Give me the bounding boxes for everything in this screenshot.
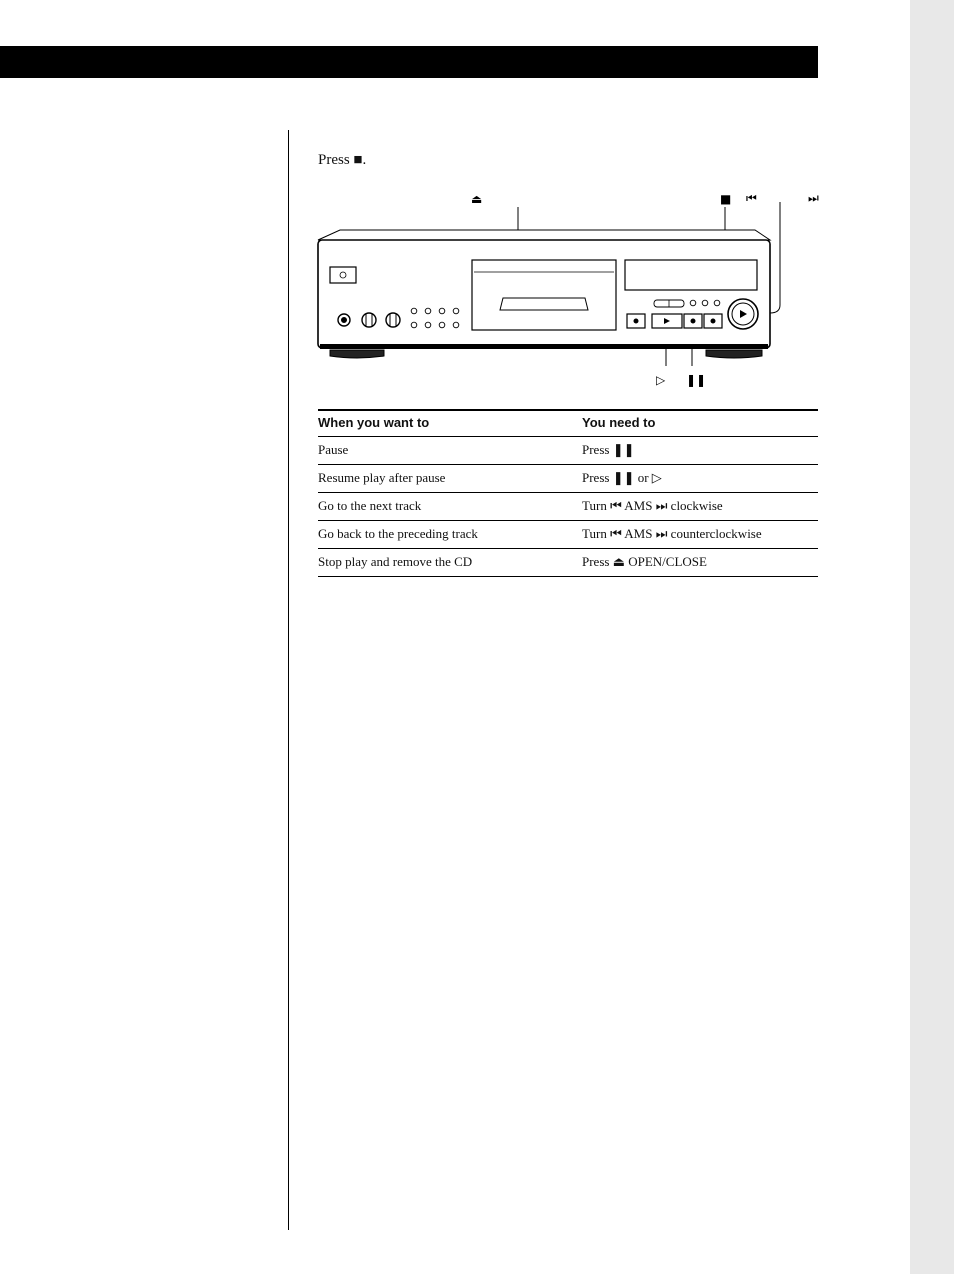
column-rule: [288, 130, 289, 1230]
table-cell-want: Go back to the preceding track: [318, 521, 582, 549]
table-cell-want: Stop play and remove the CD: [318, 549, 582, 577]
cd-player-drawing: [300, 180, 840, 395]
table-cell-need: Turn ⏮ AMS ⏭ clockwise: [582, 493, 818, 521]
table-header-row: [318, 410, 818, 437]
table-cell-want: Pause: [318, 437, 582, 465]
timer-knob: [386, 313, 400, 327]
stop-callout-icon: ■: [720, 192, 732, 206]
table-row: [318, 437, 818, 465]
table-cell-want: Go to the next track: [318, 493, 582, 521]
table-row: [318, 493, 818, 521]
column-header-want: When you want to: [318, 410, 582, 437]
cd-player-illustration: [300, 180, 840, 395]
table-row: [318, 521, 818, 549]
level-knob: [362, 313, 376, 327]
table-cell-want: Resume play after pause: [318, 465, 582, 493]
prev-track-callout-icon: ⏮: [746, 191, 757, 205]
operations-table: [318, 409, 818, 577]
table-cell-need: Press ⏏ OPEN/CLOSE: [582, 549, 818, 577]
table-row: [318, 549, 818, 577]
table-cell-need: Press ❚❚ or ▷: [582, 465, 818, 493]
pause-callout-icon: ❚❚: [686, 373, 707, 387]
display-window: [625, 260, 757, 290]
play-callout-icon: ▷: [656, 373, 666, 387]
foot-right: [706, 350, 762, 358]
table-cell-need: Press ❚❚: [582, 437, 818, 465]
table-row: [318, 465, 818, 493]
foot-left: [330, 350, 384, 358]
player-top-surface: [318, 230, 770, 240]
next-track-callout-icon: ⏭: [808, 191, 819, 205]
eject-callout-icon: ⏏: [471, 192, 483, 206]
tray-slot: [500, 298, 588, 310]
instruction-text: Press ■.: [318, 152, 367, 168]
disc-tray: [472, 260, 616, 330]
section-header-bar: [0, 46, 818, 78]
page-edge-tab: [910, 0, 954, 1274]
column-header-need: You need to: [582, 410, 818, 437]
table-cell-need: Turn ⏮ AMS ⏭ counterclockwise: [582, 521, 818, 549]
